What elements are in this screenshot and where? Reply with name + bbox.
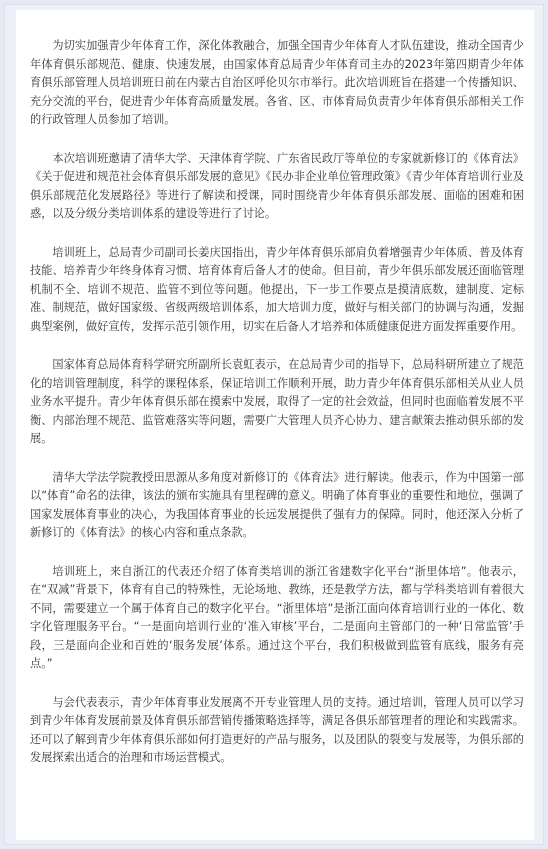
paragraph-3: 培训班上，总局青少司副司长姜庆国指出，青少年体育俱乐部肩负着增强青少年体质、普及体育技能、培养青少年终身体育习惯、培育体育后备人才的使命。但目前，青少年俱乐部发展还面临管理机制不全、培训不规范、监管不到位等问题。他提出，下一步工作要点是摸清底数，建制度、定标准、制规范，做好国家级、省级两级培训体系，加大培训力度，做好与相关部门的协调与沟通，发掘典型案例，做好宣传，发挥示范引领作用，切实在后备人才培养和体质健康促进方面发挥重要作用。 [30,245,524,333]
paragraph-5: 清华大学法学院教授田思源从多角度对新修订的《体育法》进行解读。他表示，作为中国第一部以“体育”命名的法律，该法的颁布实施具有里程碑的意义。明确了体育事业的重要性和地位，强调了国家发展体育事业的决心，为我国体育事业的长远发展提供了强有力的保障。同时，他还深入分析了新修订的《体育法》的核心内容和重点条款。 [30,470,524,539]
article-body [16,10,534,840]
paragraph-6: 培训班上，来自浙江的代表还介绍了体育类培训的浙江省建数字化平台“浙里体培”。他表示，在“双减”背景下，体育有自己的特殊性，无论场地、教练，还是教学方法，都与学科类培训有着很大不同，需要建立一个属于体育自己的数字化平台。“浙里体培”是浙江面向体育培训行业的一体化、数字化管理服务平台。“一是面向培训行业的‘准入审核’平台，二是面向主管部门的一种‘日常监管’手段，三是面向企业和百姓的‘服务发展’体系。通过这个平台，我们积极做到监管有底线，服务有亮点。” [30,564,524,670]
paragraph-1: 为切实加强青少年体育工作，深化体教融合，加强全国青少年体育人才队伍建设，推动全国青少年体育俱乐部规范、健康、快速发展，由国家体育总局青少年体育司主办的2023年第四期青少年体育俱乐部管理人员培训班日前在内蒙古自治区呼伦贝尔市举行。此次培训班旨在搭建一个传播知识、充分交流的平台，促进青少年体育高质量发展。各省、区、市体育局负责青少年体育俱乐部相关工作的行政管理人员参加了培训。 [30,39,524,126]
paragraph-4: 国家体育总局体育科学研究所副所长袁虹表示，在总局青少司的指导下，总局科研所建立了规范化的培训管理制度，科学的课程体系，保证培训工作顺利开展，助力青少年体育俱乐部相关从业人员业务水平提升。青少年体育俱乐部在摸索中发展，取得了一定的社会效益，但同时也面临着发展不平衡、内部治理不规范、监管难落实等问题，需要广大管理人员齐心协力、建言献策去推动俱乐部的发展。 [30,358,524,445]
paragraph-2: 本次培训班邀请了清华大学、天津体育学院、广东省民政厅等单位的专家就新修订的《体育法》《关于促进和规范社会体育俱乐部发展的意见》《民办非企业单位管理政策》《青少年体育培训行业及俱乐部规范化发展路径》等进行了解读和授课，同时围绕青少年体育俱乐部发展、面临的困难和困惑，以及分级分类培训体系的建设等进行了讨论。 [30,151,524,220]
paragraph-7: 与会代表表示，青少年体育事业发展离不开专业管理人员的支持。通过培训，管理人员可以学习到青少年体育发展前景及体育俱乐部营销传播策略选择等，满足各俱乐部管理者的理论和实践需求。还可以了解到青少年体育俱乐部如何打造更好的产品与服务，以及团队的裂变与发展等，为俱乐部的发展探索出适合的治理和市场运营模式。 [30,695,524,764]
page-frame [4,4,544,845]
